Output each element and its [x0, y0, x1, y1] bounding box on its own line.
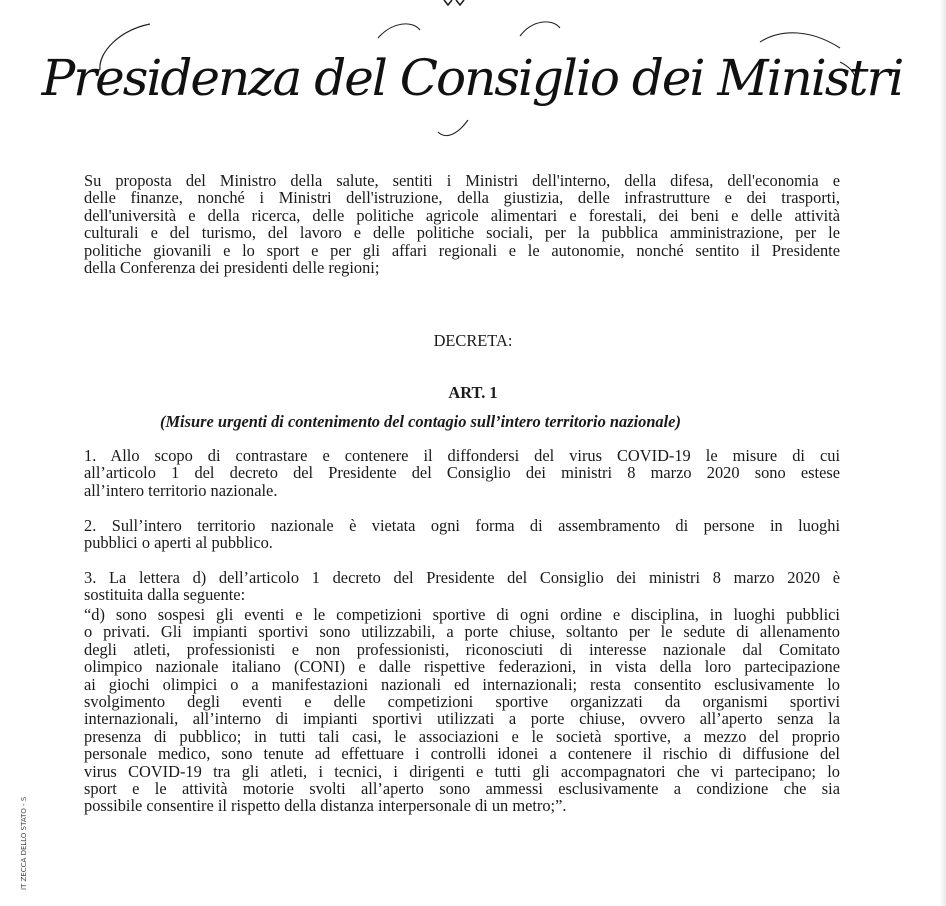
text-line: all’articolo 1 del decreto del Presidente del Consiglio dei ministri 8 marzo 2020 sono estese [84, 463, 840, 483]
text-line: culturali e del turismo, del lavoro e delle politiche sociali, per la pubblica amministrazione, per le [84, 223, 840, 243]
text-line: pubblici o aperti al pubblico. [84, 533, 273, 553]
paragraph-1 [84, 447, 840, 499]
text-line: olimpico nazionale italiano (CONI) e dalle rispettive federazioni, in vista della loro partecipazione [84, 657, 840, 677]
article-subtitle: (Misure urgenti di contenimento del contagio sull’intero territorio nazionale) [160, 412, 681, 431]
article-title: ART. 1 [448, 383, 498, 402]
text-line: virus COVID-19 tra gli atleti, i tecnici, i dirigenti e tutti gli accompagnatori che vi partecipano; lo [84, 761, 840, 781]
text-line: all’intero territorio nazionale. [84, 480, 278, 500]
presidency-letterhead: Presidenza del Consiglio dei Ministri [41, 49, 903, 107]
decreta-heading: DECRETA: [433, 331, 513, 350]
intro-paragraph [84, 172, 840, 276]
text-line: delle finanze, nonché i Ministri dell'istruzione, della giustizia, delle infrastrutture e dei trasporti, [84, 188, 840, 208]
text-line: degli atleti, professionisti e non professionisti, riconosciuti di interesse nazionale dal Comitato [84, 639, 840, 659]
margin-note: IT ZECCA DELLO STATO - S [20, 796, 28, 890]
text-line: internazionali, all’interno di impianti sportivi utilizzati a porte chiuse, ovvero all’aperto senza la [84, 709, 840, 729]
text-line: o privati. Gli impianti sportivi sono utilizzabili, a porte chiuse, soltanto per le sedute di allenamento [84, 622, 840, 642]
quoted-letter-d [84, 606, 840, 815]
text-line: 2. Sull’intero territorio nazionale è vietata ogni forma di assembramento di persone in luoghi [84, 516, 840, 535]
text-line: dell'università e della ricerca, delle politiche agricole alimentari e forestali, dei beni e delle attività [84, 205, 840, 225]
text-line: sostituita dalla seguente: [84, 585, 246, 605]
text-line: presenza di pubblico; in tutti tali casi, le associazioni e le società sportive, a mezzo del proprio [84, 726, 840, 746]
paragraph-2 [84, 517, 840, 552]
text-line: Su proposta del Ministro della salute, sentiti i Ministri dell'interno, della difesa, dell'economia e [84, 171, 840, 190]
paragraph-3 [84, 569, 840, 604]
text-line: politiche giovanili e lo sport e per gli affari regionali e le autonomie, nonché sentito il Presidente [84, 240, 840, 260]
text-line: “d) sono sospesi gli eventi e le competizioni sportive di ogni ordine e disciplina, in luoghi pubblici [84, 605, 840, 624]
text-line: ai giochi olimpici o a manifestazioni nazionali ed internazionali; resta consentito esclusivamente lo [84, 674, 840, 694]
text-line: svolgimento degli eventi e delle competizioni sportive organizzati da organismi sportivi [84, 692, 840, 712]
page-edge-shadow [940, 0, 946, 906]
text-line: possibile consentire il rispetto della distanza interpersonale di un metro;”. [84, 796, 567, 816]
text-line: sport e le attività motorie svolti all’aperto sono ammessi esclusivamente a condizione che sia [84, 779, 840, 799]
text-line: della Conferenza dei presidenti delle regioni; [84, 258, 380, 278]
text-line: personale medico, sono tenute ad effettuare i controlli idonei a contenere il rischio di diffusione del [84, 744, 840, 764]
text-line: 3. La lettera d) dell’articolo 1 decreto del Presidente del Consiglio dei ministri 8 marzo 2020 è [84, 568, 840, 587]
text-line: 1. Allo scopo di contrastare e contenere il diffondersi del virus COVID-19 le misure di cui [84, 446, 840, 465]
